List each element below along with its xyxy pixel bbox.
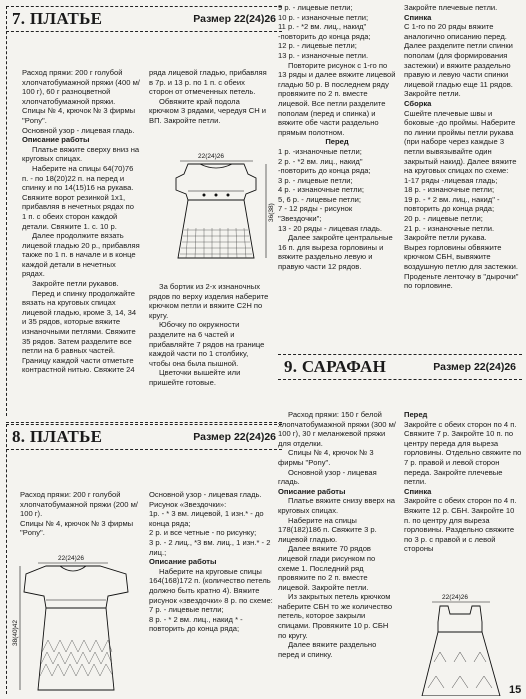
diagram-width-label: 22(24)26 bbox=[442, 594, 469, 601]
row-line: 7 р. - лицевые петли; bbox=[149, 605, 224, 615]
paragraph: Далее вяжите раздельно перед и спинку. bbox=[278, 640, 377, 659]
continuation-column-3 bbox=[278, 3, 396, 272]
work-description-heading: Описание работы bbox=[278, 486, 346, 496]
row-line: 11 р. - *2 вм. лиц., накид" -повторить до конца ряда; bbox=[278, 22, 371, 41]
column-divider-bottom bbox=[6, 424, 7, 694]
dress-8-diagram bbox=[8, 552, 146, 694]
section-9-header bbox=[278, 354, 522, 380]
row-line: 5, 6 р. - лицевые петли; bbox=[278, 194, 362, 204]
row-line: 18 р. - изнаночные петли; bbox=[404, 185, 495, 195]
paragraph: Наберите на спицы 178(182)186 п. Свяжите 3 р. лицевой гладью. bbox=[278, 515, 377, 544]
stars-pattern-heading: Рисунок «Звездочки»: bbox=[149, 499, 227, 509]
section-8-column-1 bbox=[20, 490, 140, 538]
diagram-width-label: 22(24)26 bbox=[58, 555, 85, 562]
section-7-column-2-top bbox=[149, 68, 271, 126]
paragraph: Закройте с обеих сторон по 4 п. Вяжите 12 р. СБН. Закройте 10 п. по центру для выреза горловины. Раздельно свяжите по 3 р. с правой и с левой стороны bbox=[404, 496, 517, 554]
diagram-height-label: 38(40)42 bbox=[12, 619, 19, 646]
assembly-heading: Сборка bbox=[404, 98, 432, 108]
row-line: 12 р. - лицевые петли; bbox=[278, 41, 357, 51]
continuation-column-4 bbox=[404, 3, 522, 291]
diagram-width-label: 22(24)26 bbox=[198, 153, 225, 160]
paragraph: Сшейте плечевые швы и боковые -до проймы. Наберите по линии проймы петли рукава (при наборе через каждые 3 петли вывязывайте один закрытый накид). Далее вяжите на круговых спицах по схеме: bbox=[404, 108, 517, 176]
section-9-column-1 bbox=[278, 410, 396, 659]
back-heading: Спинка bbox=[404, 12, 432, 22]
yarn-info: Расход пряжи: 200 г голубой хлопчатобумажной пряжи (200 м/ 100 г). bbox=[20, 490, 138, 519]
paragraph: Цветочки вышейте или пришейте готовые. bbox=[149, 368, 241, 387]
row-line: 10 р. - изнаночные петли; bbox=[278, 12, 369, 22]
section-9-column-2 bbox=[404, 410, 522, 554]
diagram-height-label: 36(38) bbox=[268, 203, 275, 222]
row-line: 3 р. - 2 лиц., *3 вм. лиц., 1 изн.* - 2 лиц.; bbox=[149, 537, 271, 557]
paragraph: За бортик из 2-х изнаночных рядов по верху изделия наберите крючком петли и вяжите С2Н по кругу. bbox=[149, 282, 269, 320]
page-number: 15 bbox=[509, 684, 522, 696]
dress-7-diagram bbox=[148, 150, 288, 270]
row-line: 4 р. - изнаночные петли; bbox=[278, 185, 364, 195]
paragraph: Платье вяжите снизу вверх на круговых спицах. bbox=[278, 496, 396, 515]
paragraph: Обвяжите край подола крючком 3 рядами, чередуя СН и ВП. Закройте петли. bbox=[149, 96, 267, 125]
paragraph: Далее вяжите 70 рядов лицевой глади рисунком по схеме 1. Последний ряд провяжите по 2 п. вместе лицевой. Закройте петли. bbox=[278, 544, 376, 592]
row-line: Закройте петли рукава. bbox=[404, 233, 487, 243]
pattern-info: Основной узор - лицевая гладь. bbox=[149, 490, 262, 499]
section-8-title: 8. ПЛАТЬЕ bbox=[12, 427, 103, 446]
section-8-divider bbox=[6, 422, 282, 423]
paragraph: Закройте петли рукавов. bbox=[32, 279, 119, 289]
row-line: 20 р. - лицевые петли; bbox=[404, 214, 483, 224]
paragraph: Перед и спинку продолжайте вязать на круговых спицах лицевой гладью, кроме 3, 14, 34 и 35 рядов, которые вяжите изнаночными петлями. Свяжите 35 рядов. Затем разделите все петли на 6 равных частей. Границу каждой части отметьте контрастной нитью. Свяжите 24 bbox=[22, 288, 137, 375]
section-8-header bbox=[6, 424, 282, 450]
section-7-column-2-bottom bbox=[149, 282, 271, 388]
row-line: 1р. - * 3 вм. лицевой, 1 изн.* - до конца ряда; bbox=[149, 509, 264, 528]
sundress-9-diagram bbox=[410, 592, 510, 696]
paragraph: Из закрытых петель крючком наберите СБН то же количество петель, которое закрыли спицами. Провяжите 10 р. СБН по кругу. bbox=[278, 592, 393, 640]
row-line: 13 р. - изнаночные петли. bbox=[278, 50, 369, 60]
row-line: 21 р. - изнаночные петли. bbox=[404, 223, 495, 233]
tools-info: Спицы № 4, крючок № 3 фирмы "Pony". bbox=[278, 448, 374, 467]
section-7-title: 7. ПЛАТЬЕ bbox=[12, 9, 103, 28]
paragraph: Наберите на спицы 64(70)76 п. - по 18(20)22 п. на перед и спинку и по 14(15)16 на рукава. Свяжите ворот резинкой 1х1, прибавляя в нечетных рядах по 1 п. с обеих сторон каждой детали. Свяжите 1. с. 10 р. bbox=[22, 163, 135, 231]
paragraph: Наберите на круговые спицы 164(168)172 п. (количество петель должно быть кратно 4). Вяжите рисунок «звездочки» 8 р. по схеме: bbox=[149, 566, 273, 605]
paragraph: Юбочку по окружности разделите на 6 частей и прибавляйте 7 рядов на границе каждой части по 1 столбику, чтобы она была пышной. bbox=[149, 320, 265, 368]
work-description-heading: Описание работы bbox=[22, 135, 90, 145]
row-line: 2 р. - *2 вм. лиц., накид" -повторить до конца ряда; bbox=[278, 156, 371, 176]
paragraph: Повторите рисунок с 1-го по 13 ряды и далее вяжите лицевой гладью 50 р. В последнем ряду провяжите по 2 п. вместе лицевой. Все петли разделите пополам (перед и спинка) и вяжите обе части раздельно прямым полотном. bbox=[278, 60, 396, 137]
paragraph: Далее закройте центральные 16 п. для выреза горловины и вяжите раздельно левую и правую части 12 рядов. bbox=[278, 233, 393, 272]
paragraph: Закройте плечевые петли. bbox=[404, 3, 498, 12]
pattern-info: Основной узор - лицевая гладь. bbox=[278, 467, 377, 487]
work-description-heading: Описание работы bbox=[149, 557, 217, 567]
paragraph: Закройте с обеих сторон по 4 п. Свяжите 7 р. Закройте 10 п. по центру переда для выреза горловины. Отдельно свяжите по 7 р. правой и левой сторон переда. Закройте плечевые петли. bbox=[404, 419, 522, 487]
section-8-size: Размер 22(24)26 bbox=[193, 431, 276, 443]
paragraph: Вырез горловины обвяжите крючком СБН, вывяжите воздушную петлю для застежки. Проденьте ленточку в "дырочки" по горловине. bbox=[404, 242, 519, 291]
section-9-title: 9. САРАФАН bbox=[284, 357, 387, 376]
row-line: 1 р. -изнаночные петли; bbox=[278, 146, 362, 156]
front-heading: Перед bbox=[404, 410, 428, 419]
section-9-size: Размер 22(24)26 bbox=[433, 361, 516, 373]
front-heading: Перед bbox=[325, 137, 349, 147]
row-line: 7 - 12 ряды - рисунок "Звездочки"; bbox=[278, 204, 353, 224]
row-line: 9 р. - лицевые петли; bbox=[278, 3, 353, 12]
row-line: 8 р. - * 2 вм. лиц., накид * - повторить до конца ряда; bbox=[149, 614, 243, 634]
row-line: 2 р. и все четные - по рисунку; bbox=[149, 528, 257, 538]
yarn-info: Расход пряжи: 200 г голубой хлопчатобумажной пряжи (400 м/ 100 г), 60 г разноцветной хлопчатобумажной пряжи. bbox=[22, 68, 140, 106]
section-7-header bbox=[6, 6, 282, 32]
column-divider-top bbox=[6, 6, 7, 416]
section-7-column-1 bbox=[22, 68, 140, 375]
tools-info: Спицы № 4, крючок № 3 фирмы "Pony". bbox=[22, 106, 136, 125]
yarn-info: Расход пряжи: 150 г белой хлопчатобумажной пряжи (300 м/ 100 г), 30 г меланжевой пряжи для отделки. bbox=[278, 410, 396, 448]
paragraph: С 1-го по 20 ряды вяжите аналогично описанию перед. Далее разделите петли спинки пополам (для формирования застежки) и вяжите раздельно правую и левую части спинки лицевой гладью еще 11 рядов. Закройте петли. bbox=[404, 22, 513, 99]
section-8-column-2 bbox=[149, 490, 273, 634]
back-heading: Спинка bbox=[404, 486, 432, 496]
pattern-info: Основной узор - лицевая гладь. bbox=[22, 125, 135, 135]
row-line: 13 - 20 ряды - лицевая гладь. bbox=[278, 223, 382, 233]
row-line: 1-17 ряды -лицевая гладь; bbox=[404, 175, 498, 185]
row-line: 19 р. - * 2 вм. лиц., накид" - повторить до конца ряда; bbox=[404, 194, 500, 214]
row-line: 3 р. - лицевые петли; bbox=[278, 175, 353, 185]
paragraph: Платье вяжите сверху вниз на круговых спицах. bbox=[22, 144, 140, 164]
paragraph: ряда лицевой гладью, прибавляя в 7р. и 13 р. по 1 п. с обеих сторон от отмеченных петель. bbox=[149, 68, 267, 97]
paragraph: Далее продолжите вязать лицевой гладью 20 р., прибавляя также по 1 п. в начале и в конце каждой детали в нечетных рядах. bbox=[22, 231, 140, 279]
section-7-size: Размер 22(24)26 bbox=[193, 13, 276, 25]
tools-info: Спицы № 4, крючок № 3 фирмы "Pony". bbox=[20, 518, 134, 538]
